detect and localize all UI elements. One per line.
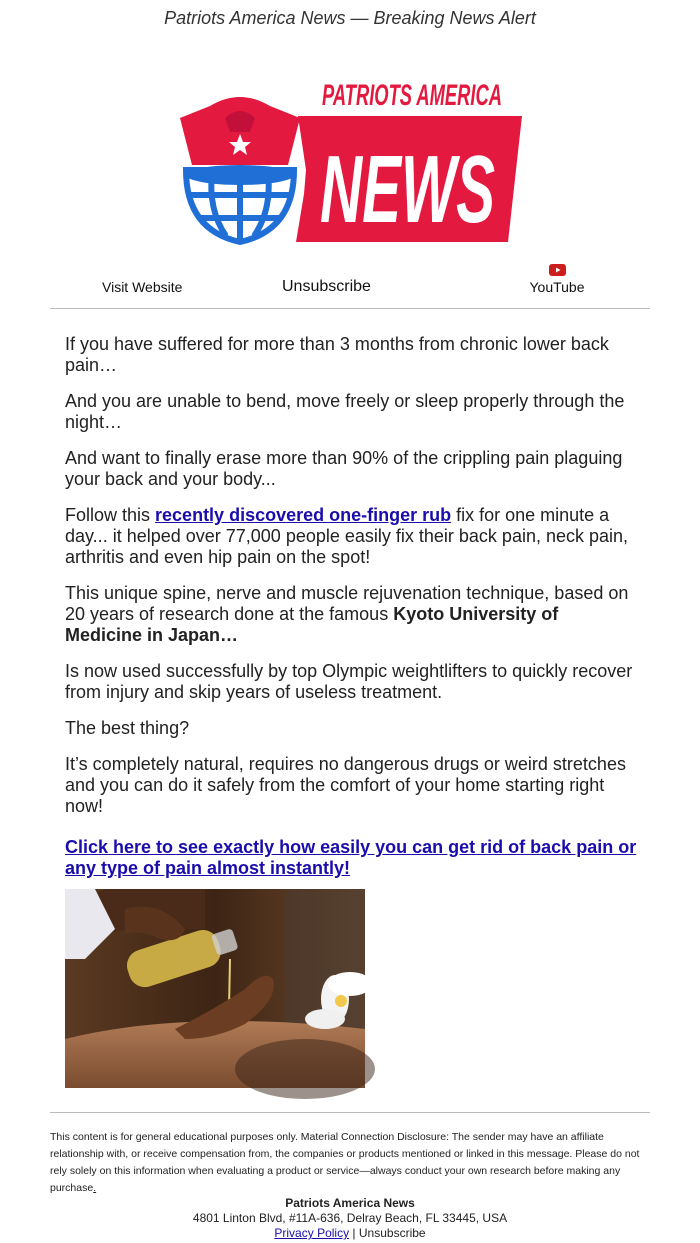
footer-address: 4801 Linton Blvd, #11A-636, Delray Beach, FL 33445, USA: [192, 1211, 508, 1225]
youtube-link[interactable]: [527, 264, 587, 295]
globe-icon: [186, 165, 294, 242]
footer-company-name: Patriots America News: [285, 1196, 415, 1210]
logo-main-text: NEWS: [320, 136, 495, 243]
massage-oil-photo[interactable]: [65, 889, 365, 1088]
header-unsubscribe-link[interactable]: Unsubscribe: [282, 278, 371, 295]
body-paragraph: This unique spine, nerve and muscle rejuvenation technique, based on 20 years of research done at the famous Kyoto University of Medicine in Japan…: [65, 583, 629, 645]
one-finger-rub-link[interactable]: recently discovered one-finger rub: [155, 505, 452, 525]
header-nav: [50, 262, 650, 309]
footer-separator: |: [352, 1226, 356, 1240]
youtube-icon: [549, 264, 566, 276]
visit-website-link[interactable]: Visit Website: [102, 279, 183, 295]
body-paragraph: Follow this recently discovered one-finger rub fix for one minute a day... it helped over 77,000 people easily fix their back pain, neck pain, arthritis and even hip pain on the spot!: [65, 505, 629, 567]
footer-unsubscribe-link[interactable]: Unsubscribe: [358, 1226, 426, 1240]
footer: [0, 1196, 700, 1241]
preheader-text: Patriots America News — Breaking News Alert: [164, 8, 536, 28]
footer-divider: [50, 1112, 650, 1113]
privacy-policy-link[interactable]: Privacy Policy: [274, 1226, 350, 1240]
patriots-america-news-logo[interactable]: [170, 70, 530, 250]
body-paragraph: The best thing?: [65, 718, 190, 738]
cta-link[interactable]: Click here to see exactly how easily you can get rid of back pain or any type of pain almost instantly!: [65, 837, 637, 878]
disclaimer-text: This content is for general educational purposes only. Material Connection Disclosure: The sender may have an affiliate relationship with, or receive compensation from, the companies or products mentioned or linked in this message. Please do not rely solely on this information when evaluating a product or service—always conduct your own research before making any purchase.: [50, 1131, 640, 1194]
logo-top-text: PATRIOTS AMERICA: [322, 79, 502, 112]
body-paragraph: Is now used successfully by top Olympic weightlifters to quickly recover from injury and skip years of useless treatment.: [65, 661, 633, 702]
youtube-label: YouTube: [529, 279, 585, 295]
body-paragraph: And want to finally erase more than 90% of the crippling pain plaguing your back and your body...: [65, 448, 623, 489]
body-paragraph: And you are unable to bend, move freely or sleep properly through the night…: [65, 391, 625, 432]
body-paragraph: It’s completely natural, requires no dangerous drugs or weird stretches and you can do it safely from the comfort of your home starting right now!: [65, 754, 626, 816]
email-body: [65, 334, 640, 879]
disclaimer-end-link[interactable]: .: [93, 1182, 97, 1194]
kyoto-university-bold: Kyoto University of Medicine in Japan…: [65, 604, 559, 645]
body-paragraph: If you have suffered for more than 3 months from chronic lower back pain…: [65, 334, 609, 375]
